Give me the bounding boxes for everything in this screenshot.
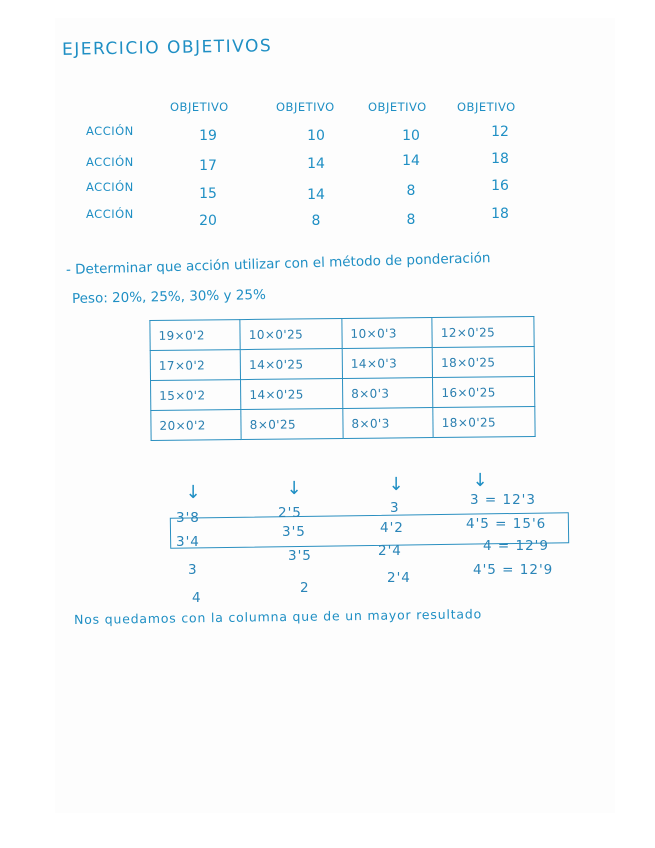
grid-cell: 18×0'25 xyxy=(432,346,534,377)
cell-3-4: 16 xyxy=(491,178,509,194)
grid-row xyxy=(151,376,535,410)
conclusion-text: Nos quedamos con la columna que de un mayor resultado xyxy=(73,606,483,627)
cell-3-2: 14 xyxy=(307,187,325,203)
result-4-3: 2'4 xyxy=(387,570,411,586)
cell-1-3: 10 xyxy=(402,128,420,144)
grid-cell: 16×0'25 xyxy=(433,376,535,407)
grid-cell: 10×0'3 xyxy=(342,318,433,349)
column-header-3: OBJETIVO xyxy=(368,100,427,114)
grid-cell: 20×0'2 xyxy=(151,410,242,441)
result-3-2: 3'5 xyxy=(288,548,312,564)
result-4-2: 2 xyxy=(300,580,310,596)
result-3-3: 2'4 xyxy=(378,543,402,559)
row-label-4: ACCIÓN xyxy=(86,207,134,221)
weights-text: Peso: 20%, 25%, 30% y 25% xyxy=(71,286,266,307)
cell-2-3: 14 xyxy=(402,153,420,169)
grid-row xyxy=(150,316,534,350)
result-1-4: 3 = 12'3 xyxy=(470,492,536,508)
cell-2-1: 17 xyxy=(199,158,217,174)
grid-row xyxy=(151,406,535,440)
grid-cell: 14×0'3 xyxy=(342,348,433,379)
cell-1-2: 10 xyxy=(307,128,325,144)
down-arrow-icon: ↓ xyxy=(388,474,404,495)
row-label-2: ACCIÓN xyxy=(86,155,134,169)
result-1-3: 3 xyxy=(390,500,400,516)
down-arrow-icon: ↓ xyxy=(472,470,488,491)
row-label-3: ACCIÓN xyxy=(86,180,134,194)
grid-cell: 8×0'3 xyxy=(342,378,433,409)
weighted-grid xyxy=(149,316,535,441)
cell-4-4: 18 xyxy=(491,206,509,222)
column-header-1: OBJETIVO xyxy=(170,100,229,114)
grid-cell: 14×0'25 xyxy=(240,349,342,380)
result-1-1: 3'8 xyxy=(176,510,200,526)
grid-cell: 8×0'25 xyxy=(241,408,343,439)
grid-cell: 12×0'25 xyxy=(432,316,534,347)
grid-row xyxy=(150,346,534,380)
cell-1-4: 12 xyxy=(491,124,509,140)
grid-cell: 17×0'2 xyxy=(150,350,241,381)
down-arrow-icon: ↓ xyxy=(286,478,302,499)
result-2-3: 4'2 xyxy=(380,520,404,536)
instruction-text: - Determinar que acción utilizar con el método de ponderación xyxy=(65,250,491,278)
grid-cell: 15×0'2 xyxy=(151,380,242,411)
cell-2-2: 14 xyxy=(307,156,325,172)
cell-3-1: 15 xyxy=(199,186,217,202)
result-2-4: 4'5 = 15'6 xyxy=(466,516,547,532)
grid-cell: 18×0'25 xyxy=(433,406,535,437)
cell-4-2: 8 xyxy=(311,213,321,229)
result-3-4: 4 = 12'9 xyxy=(483,538,549,554)
grid-cell: 14×0'25 xyxy=(241,379,343,410)
cell-2-4: 18 xyxy=(491,151,509,167)
column-header-2: OBJETIVO xyxy=(276,100,335,114)
row-label-1: ACCIÓN xyxy=(86,124,134,138)
column-header-4: OBJETIVO xyxy=(457,100,516,114)
grid-cell: 19×0'2 xyxy=(150,320,241,351)
page-title: EJERCICIO OBJETIVOS xyxy=(61,36,273,60)
grid-cell: 10×0'25 xyxy=(240,319,342,350)
cell-4-3: 8 xyxy=(406,212,416,228)
result-4-1: 4 xyxy=(192,590,202,606)
result-2-1: 3'4 xyxy=(176,534,200,550)
result-1-2: 2'5 xyxy=(278,505,302,521)
result-3-1: 3 xyxy=(188,562,198,578)
result-2-2: 3'5 xyxy=(282,524,306,540)
grid-cell: 8×0'3 xyxy=(343,408,434,439)
cell-3-3: 8 xyxy=(406,183,416,199)
cell-1-1: 19 xyxy=(199,128,217,144)
cell-4-1: 20 xyxy=(199,213,217,229)
result-4-4: 4'5 = 12'9 xyxy=(473,562,554,578)
down-arrow-icon: ↓ xyxy=(185,482,201,503)
